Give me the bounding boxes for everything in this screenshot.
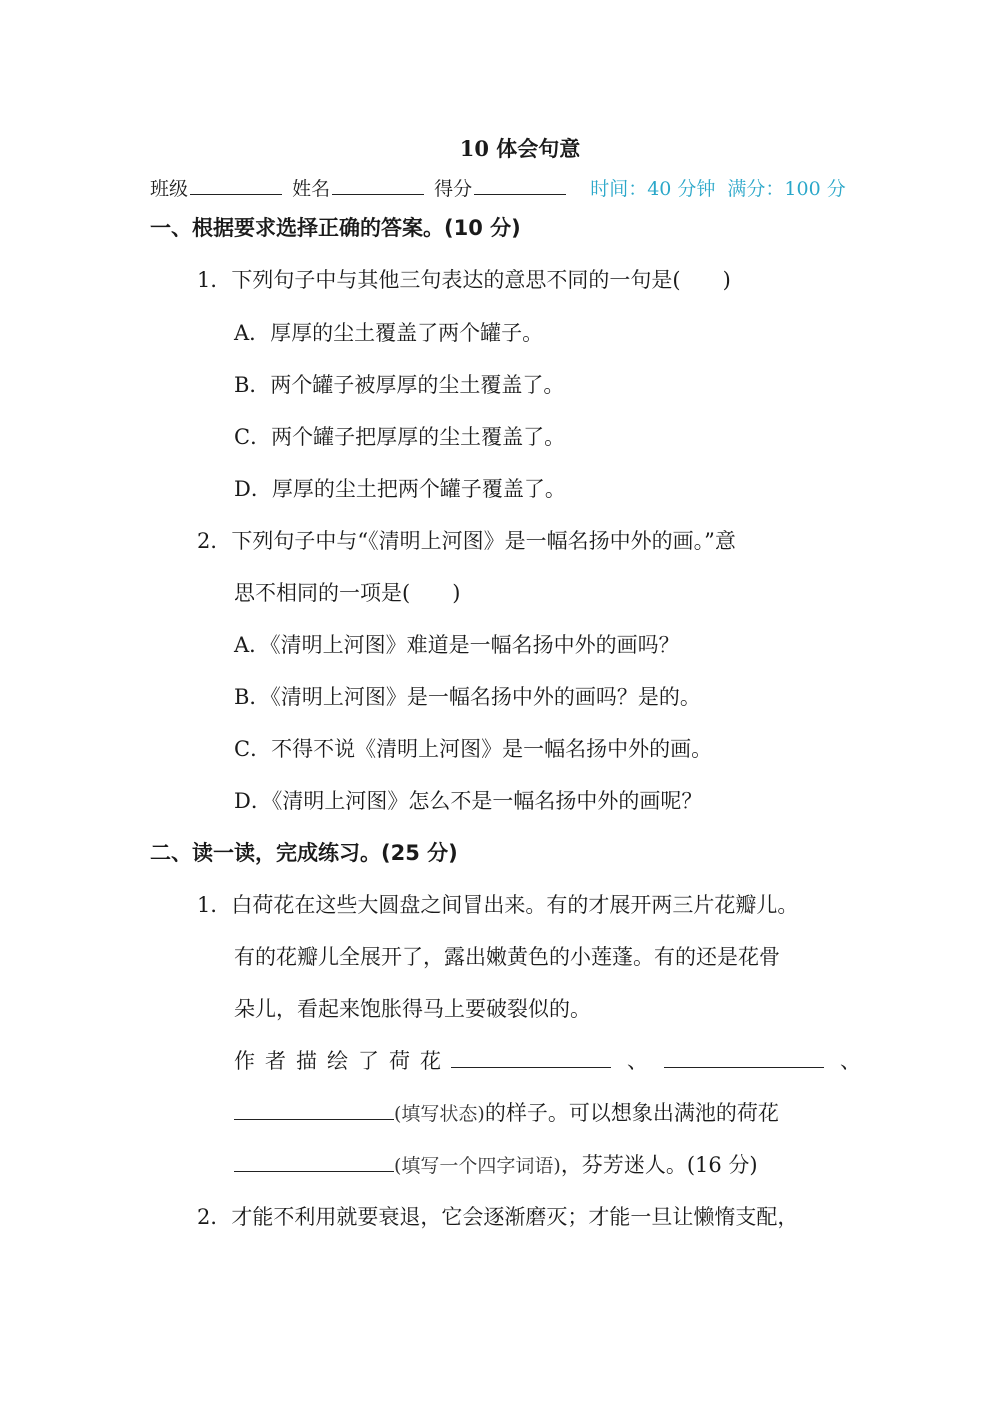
question-2-2 bbox=[197, 1201, 798, 1231]
fill-blank-1[interactable] bbox=[451, 1047, 611, 1068]
fill-prefix: 作者描绘了荷花 bbox=[234, 1049, 451, 1073]
fill-blank-2[interactable] bbox=[664, 1047, 824, 1068]
question-text: 下列句子中与其他三句表达的意思不同的一句是( ) bbox=[231, 268, 731, 292]
question-1-2 bbox=[197, 525, 736, 555]
class-blank[interactable] bbox=[190, 176, 282, 195]
student-info-row bbox=[150, 174, 858, 201]
option-d[interactable]: D．厚厚的尘土把两个罐子覆盖了。 bbox=[234, 477, 566, 501]
option-a[interactable]: A．《清明上河图》难道是一幅名扬中外的画吗？ bbox=[234, 633, 680, 657]
score-label: 得分 bbox=[434, 178, 473, 200]
passage-line: 才能不利用就要衰退，它会逐渐磨灭；才能一旦让懒惰支配， bbox=[231, 1205, 799, 1229]
question-number: 2． bbox=[197, 529, 232, 553]
option-b[interactable]: B．两个罐子被厚厚的尘土覆盖了。 bbox=[234, 373, 565, 397]
fill-line-2 bbox=[234, 1097, 779, 1127]
separator: 、 bbox=[627, 1049, 648, 1073]
fill-hint: (填写状态) bbox=[394, 1103, 485, 1125]
question-number: 2． bbox=[197, 1205, 232, 1229]
question-number: 1． bbox=[197, 268, 232, 292]
passage-line: 有的花瓣儿全展开了，露出嫩黄色的小莲蓬。有的还是花骨 bbox=[234, 945, 780, 969]
score-blank[interactable] bbox=[474, 176, 566, 195]
fill-text: ，芬芳迷人。(16 分) bbox=[560, 1153, 758, 1177]
fill-hint: (填写一个四字词语) bbox=[394, 1155, 561, 1177]
full-score: 满分：100 分 bbox=[727, 178, 846, 200]
option-c[interactable]: C．不得不说《清明上河图》是一幅名扬中外的画。 bbox=[234, 737, 713, 761]
fill-blank-3[interactable] bbox=[234, 1099, 394, 1120]
separator: 、 bbox=[840, 1049, 861, 1073]
page-title: 10 体会句意 bbox=[459, 136, 581, 161]
time-limit: 时间：40 分钟 bbox=[590, 178, 716, 200]
option-d[interactable]: D．《清明上河图》怎么不是一幅名扬中外的画呢？ bbox=[234, 789, 703, 813]
class-label: 班级 bbox=[150, 178, 189, 200]
option-c[interactable]: C．两个罐子把厚厚的尘土覆盖了。 bbox=[234, 425, 566, 449]
option-b[interactable]: B．《清明上河图》是一幅名扬中外的画吗？是的。 bbox=[234, 685, 701, 709]
question-text-cont: 思不相同的一项是( ) bbox=[234, 581, 461, 605]
passage-line: 白荷花在这些大圆盘之间冒出来。有的才展开两三片花瓣儿。 bbox=[231, 893, 799, 917]
fill-text: 的样子。可以想象出满池的荷花 bbox=[484, 1101, 779, 1125]
option-a[interactable]: A．厚厚的尘土覆盖了两个罐子。 bbox=[234, 321, 544, 345]
question-2-1 bbox=[197, 889, 798, 919]
passage-line: 朵儿，看起来饱胀得马上要破裂似的。 bbox=[234, 997, 591, 1021]
section-1-heading: 一、根据要求选择正确的答案。(10 分) bbox=[150, 216, 521, 240]
question-text: 下列句子中与“《清明上河图》是一幅名扬中外的画。”意 bbox=[231, 529, 736, 553]
question-number: 1． bbox=[197, 893, 232, 917]
fill-line-3 bbox=[234, 1149, 758, 1179]
section-2-heading: 二、读一读，完成练习。(25 分) bbox=[150, 841, 458, 865]
question-1-1 bbox=[197, 264, 731, 294]
name-blank[interactable] bbox=[332, 176, 424, 195]
fill-blank-4[interactable] bbox=[234, 1151, 394, 1172]
fill-line-1 bbox=[234, 1045, 877, 1075]
exam-meta bbox=[590, 178, 858, 200]
name-label: 姓名 bbox=[292, 178, 331, 200]
